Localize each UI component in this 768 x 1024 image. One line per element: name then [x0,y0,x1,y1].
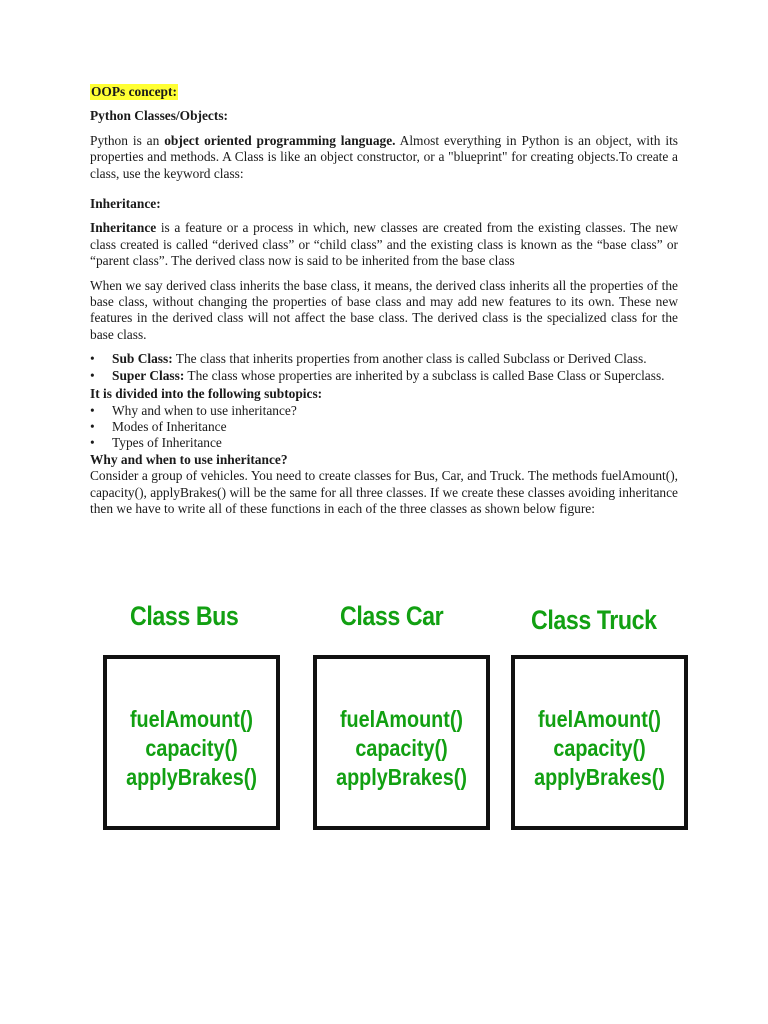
list-item: • Types of Inheritance [112,435,678,451]
python-classes-heading: Python Classes/Objects: [90,108,228,124]
class-car-box [313,655,490,830]
class-bus-title: Class Bus [130,601,239,631]
oops-concept-title: OOPs concept: [91,84,177,99]
python-classes-bold: object oriented programming language. [164,132,396,148]
method-capacity: capacity() [145,735,238,761]
method-fuel-amount: fuelAmount() [129,706,254,732]
super-class-label: Super Class: [112,367,185,383]
class-truck-title: Class Truck [531,605,657,635]
method-apply-brakes: applyBrakes() [534,764,665,790]
class-truck-methods [515,705,684,792]
python-classes-text-before: Python is an [90,132,165,148]
method-fuel-amount: fuelAmount() [339,706,464,732]
inheritance-paragraph-1 [90,220,678,269]
class-type-list [90,351,678,384]
sub-class-label: Sub Class: [112,351,173,367]
document-body [90,84,678,517]
class-bus-box [103,655,280,830]
class-bus-methods [107,705,276,792]
method-apply-brakes: applyBrakes() [336,764,467,790]
why-when-paragraph: Consider a group of vehicles. You need to create classes for Bus, Car, and Truck. The methods fuelAmount(), capacity(), applyBrakes() will be the same for all three classes. If we create these classes avoiding inheritance then we have to write all of these functions in each of the three classes as shown below figure: [90,468,678,516]
subtopics-list [90,403,678,452]
list-item-super-class [112,368,678,384]
method-capacity: capacity() [553,735,646,761]
python-classes-text-after: Almost everything in Python is an object, with its properties and methods. A Class is like an object constructor, or a "blueprint" for creating objects.To create a class, use the keyword class: [90,132,678,181]
list-item-sub-class [112,351,678,367]
class-car-methods [317,705,486,792]
inheritance-paragraph-2: When we say derived class inherits the base class, it means, the derived class inherits all the properties of the base class, without changing the properties of base class and may add new features to its own. These new features in the derived class will not affect the base class. The derived class is the specialized class for the base class. [90,277,678,342]
inheritance-bold: Inheritance [90,220,157,236]
inheritance-text-after: is a feature or a process in which, new classes are created from the existing classes. The new class created is called “derived class” or “child class” and the existing class is known as the “base class” or “parent class”. The derived class now is said to be inherited from the base class [90,220,678,269]
method-apply-brakes: applyBrakes() [126,764,257,790]
python-classes-paragraph [90,133,678,182]
class-truck-box [511,655,688,830]
inheritance-heading: Inheritance: [90,196,161,212]
class-car-title: Class Car [340,601,444,631]
list-item: • Modes of Inheritance [112,419,678,435]
method-fuel-amount: fuelAmount() [537,706,662,732]
method-capacity: capacity() [355,735,448,761]
sub-class-text: The class that inherits properties from another class is called Subclass or Derived Class. [172,351,647,367]
super-class-text: The class whose properties are inherited by a subclass is called Base Class or Superclass. [184,367,665,383]
list-item: • Why and when to use inheritance? [112,403,678,419]
why-when-heading: Why and when to use inheritance? [90,451,288,467]
subtopics-heading: It is divided into the following subtopics: [90,386,323,402]
